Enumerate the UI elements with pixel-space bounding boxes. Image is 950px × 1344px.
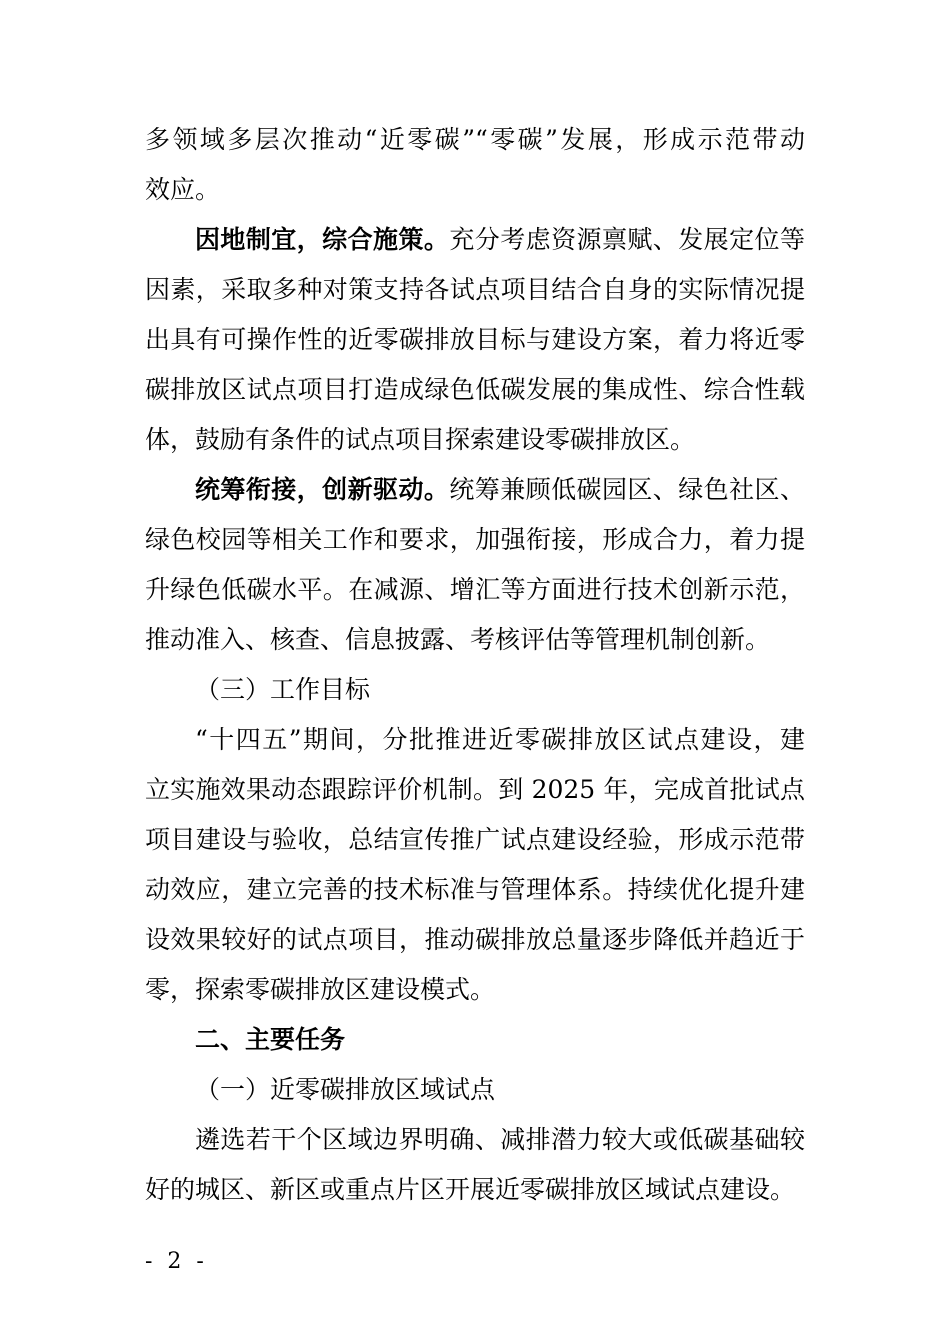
paragraph-4-line-2: 立实施效果动态跟踪评价机制。到 2025 年，完成首批试点 (145, 775, 805, 804)
paragraph-2-line-2: 因素，采取多种对策支持各试点项目结合自身的实际情况提 (145, 275, 805, 304)
paragraph-3-line-3: 升绿色低碳水平。在减源、增汇等方面进行技术创新示范， (145, 575, 805, 604)
paragraph-1-line-2: 效应。 (145, 175, 221, 204)
paragraph-2-line-5: 体，鼓励有条件的试点项目探索建设零碳排放区。 (145, 425, 696, 454)
section-heading-work-goals: （三）工作目标 (195, 675, 371, 704)
paragraph-3-line-4: 推动准入、核查、信息披露、考核评估等管理机制创新。 (145, 625, 771, 654)
paragraph-3-line-1 (195, 475, 805, 505)
paragraph-5-line-2: 好的城区、新区或重点片区开展近零碳排放区域试点建设。 (145, 1175, 796, 1204)
paragraph-3-lead-heading: 统筹衔接，创新驱动。 (195, 475, 450, 504)
paragraph-3-line-1-text: 统筹兼顾低碳园区、绿色社区、 (449, 475, 805, 504)
paragraph-4-line-6: 零，探索零碳排放区建设模式。 (145, 975, 496, 1004)
paragraph-4-line-3: 项目建设与验收，总结宣传推广试点建设经验，形成示范带 (145, 825, 805, 854)
paragraph-4-line-5: 设效果较好的试点项目，推动碳排放总量逐步降低并趋近于 (145, 925, 805, 954)
subsection-heading-regional-pilot: （一）近零碳排放区域试点 (195, 1075, 496, 1104)
paragraph-2-line-1-text: 充分考虑资源禀赋、发展定位等 (449, 225, 805, 254)
paragraph-2-lead-heading: 因地制宜，综合施策。 (195, 225, 450, 254)
chapter-heading-main-tasks: 二、主要任务 (195, 1025, 346, 1054)
paragraph-5-line-1: 遴选若干个区域边界明确、减排潜力较大或低碳基础较 (195, 1125, 805, 1154)
paragraph-4-line-4: 动效应，建立完善的技术标准与管理体系。持续优化提升建 (145, 875, 805, 904)
paragraph-4-line-1: “十四五”期间，分批推进近零碳排放区试点建设，建 (195, 725, 805, 754)
paragraph-2-line-1 (195, 225, 805, 255)
page-number: - 2 - (145, 1249, 208, 1274)
paragraph-2-line-4: 碳排放区试点项目打造成绿色低碳发展的集成性、综合性载 (145, 375, 805, 404)
paragraph-3-line-2: 绿色校园等相关工作和要求，加强衔接，形成合力，着力提 (145, 525, 805, 554)
paragraph-1-line-1: 多领域多层次推动“近零碳”“零碳”发展，形成示范带动 (145, 125, 805, 154)
paragraph-2-line-3: 出具有可操作性的近零碳排放目标与建设方案，着力将近零 (145, 325, 805, 354)
